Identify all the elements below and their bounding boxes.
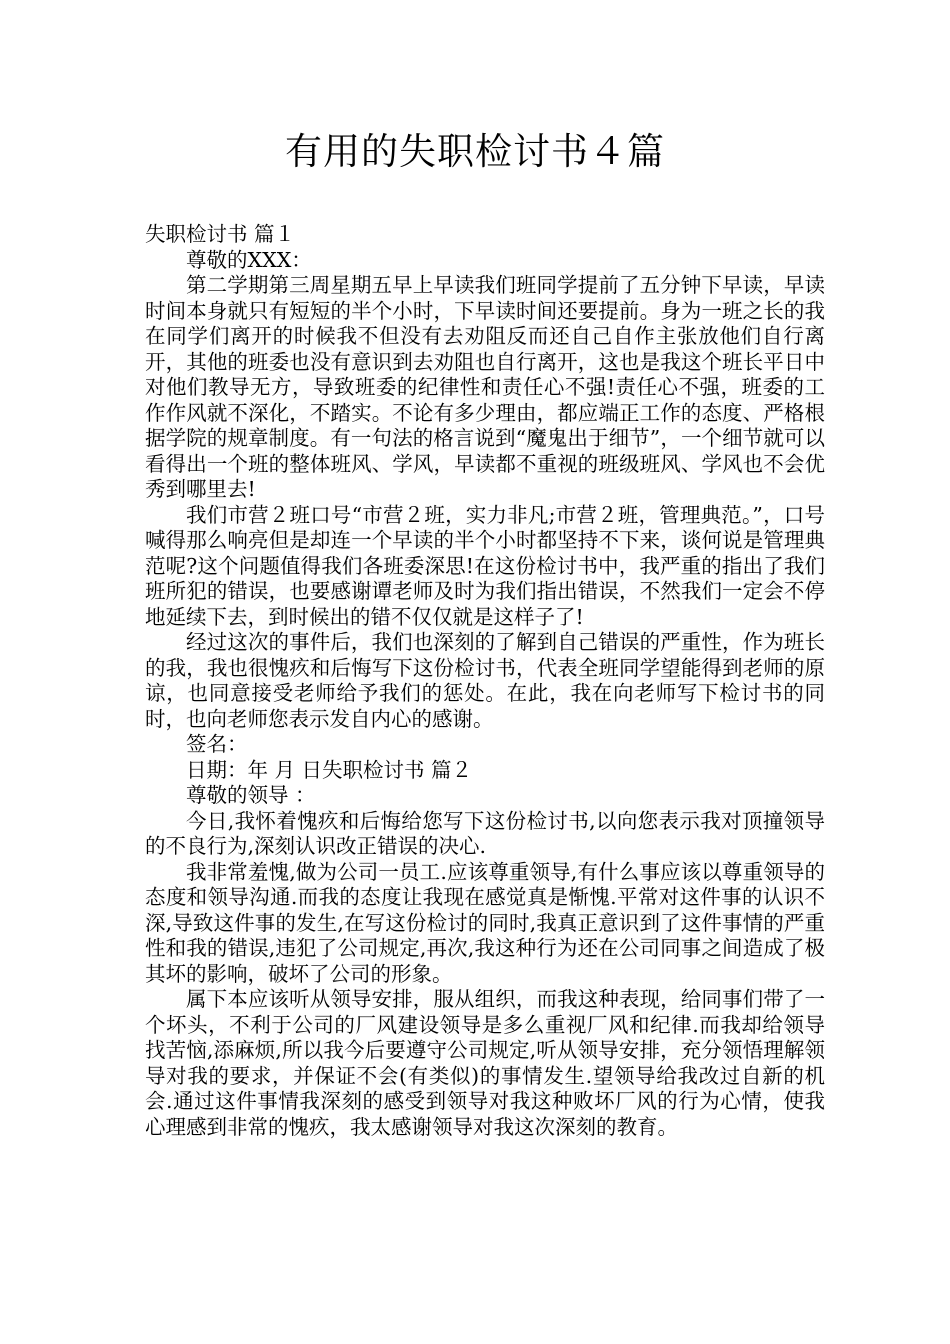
document-title: 有用的失职检讨书４篇 <box>285 130 665 173</box>
section-2-paragraph-1: 今日,我怀着愧疚和后悔给您写下这份检讨书,以向您表示我对顶撞领导的不良行为,深刻认识改正错误的决心. <box>145 808 825 858</box>
document-body <box>145 222 825 1140</box>
section-2-paragraph-3: 属下本应该听从领导安排，服从组织，而我这种表现，给同事们带了一个坏头，不利于公司的厂风建设领导是多么重视厂风和纪律.而我却给领导找苦恼,添麻烦,所以我今后要遵守公司规定,听从领导安排，充分领悟理解领导对我的要求，并保证不会(有类似)的事情发生.望领导给我改过自新的机会.通过这件事情我深刻的感受到领导对我这种败坏厂风的行为心情，使我心理感到非常的愧疚，我太感谢领导对我这次深刻的教育。 <box>145 987 825 1139</box>
section-1-paragraph-3: 经过这次的事件后，我们也深刻的了解到自己错误的严重性，作为班长的我，我也很愧疚和后悔写下这份检讨书，代表全班同学望能得到老师的原谅，也同意接受老师给予我们的惩处。在此，我在向老师写下检讨书的同时，也向老师您表示发自内心的感谢。 <box>145 630 825 731</box>
section-1-paragraph-1: 第二学期第三周星期五早上早读我们班同学提前了五分钟下早读，早读时间本身就只有短短的半个小时，下早读时间还要提前。身为一班之长的我在同学们离开的时候我不但没有去劝阻反而还自己自作主张放他们自行离开，其他的班委也没有意识到去劝阻也自行离开，这也是我这个班长平日中对他们教导无方，导致班委的纪律性和责任心不强!责任心不强，班委的工作作风就不深化，不踏实。不论有多少理由，都应端正工作的态度、严格根据学院的规章制度。有一句法的格言说到“魔鬼出于细节”，一个细节就可以看得出一个班的整体班风、学风，早读都不重视的班级班风、学风也不会优秀到哪里去! <box>145 273 825 501</box>
section-1-date-and-section-2-heading: 日期：年 月 日失职检讨书 篇２ <box>186 757 473 782</box>
section-1-paragraph-2: 我们市营２班口号“市营２班，实力非凡;市营２班，管理典范。”，口号喊得那么响亮但是却连一个早读的半个小时都坚持不下来，谈何说是管理典范呢?这个问题值得我们各班委深思!在这份检讨书中，我严重的指出了我们班所犯的错误，也要感谢谭老师及时为我们指出错误，不然我们一定会不停地延续下去，到时候出的错不仅仅就是这样子了! <box>145 502 825 629</box>
section-1-signature: 签名： <box>186 732 248 756</box>
section-1-salutation: 尊敬的XXX： <box>186 247 312 272</box>
section-2-salutation: 尊敬的领导 ： <box>186 783 316 807</box>
section-2-paragraph-2: 我非常羞愧,做为公司一员工.应该尊重领导,有什么事应该以尊重领导的态度和领导沟通.而我的态度让我现在感觉真是惭愧.平常对这件事的认识不深,导致这件事的发生,在写这份检讨的同时,我真正意识到了这件事情的严重性和我的错误,违犯了公司规定,再次,我这种行为还在公司同事之间造成了极其坏的影响，破坏了公司的形象。 <box>145 859 825 986</box>
section-1-heading: 失职检讨书 篇１ <box>145 222 296 246</box>
